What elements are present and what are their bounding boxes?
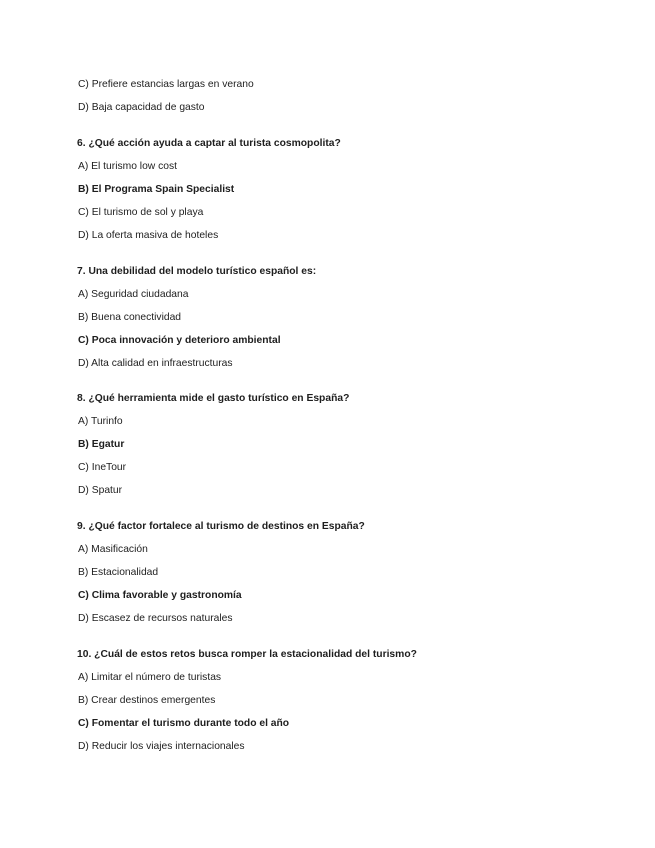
option-text: A) Seguridad ciudadana [78, 289, 189, 300]
correct-answer: B) Egatur [78, 439, 125, 450]
option-text: C) IneTour [78, 462, 127, 473]
question-9-heading: 9. ¿Qué factor fortalece al turismo de destinos en España? [77, 521, 365, 532]
option-text: A) Limitar el número de turistas [78, 672, 222, 683]
option-text: D) Reducir los viajes internacionales [78, 741, 245, 752]
option-text: A) Masificación [78, 544, 148, 555]
option-text: C) El turismo de sol y playa [78, 207, 204, 218]
correct-answer: B) El Programa Spain Specialist [78, 184, 235, 195]
option-text: B) Buena conectividad [78, 312, 182, 323]
correct-answer: C) Fomentar el turismo durante todo el año [78, 718, 290, 729]
option-text: B) Crear destinos emergentes [78, 695, 216, 706]
question-6-heading: 6. ¿Qué acción ayuda a captar al turista cosmopolita? [77, 138, 341, 149]
option-text: D) Spatur [78, 485, 123, 496]
option-text: D) Baja capacidad de gasto [78, 102, 205, 113]
option-text: D) Escasez de recursos naturales [78, 613, 233, 624]
option-text: D) Alta calidad en infraestructuras [78, 358, 233, 369]
option-text: C) Prefiere estancias largas en verano [78, 79, 254, 90]
question-8-heading: 8. ¿Qué herramienta mide el gasto turístico en España? [77, 393, 350, 404]
option-text: A) El turismo low cost [78, 161, 177, 172]
correct-answer: C) Poca innovación y deterioro ambiental [78, 335, 281, 346]
question-7-heading: 7. Una debilidad del modelo turístico español es: [77, 266, 317, 277]
option-text: B) Estacionalidad [78, 567, 159, 578]
correct-answer: C) Clima favorable y gastronomía [78, 590, 242, 601]
option-text: A) Turinfo [78, 416, 123, 427]
question-10-heading: 10. ¿Cuál de estos retos busca romper la estacionalidad del turismo? [77, 649, 417, 660]
option-text: D) La oferta masiva de hoteles [78, 230, 219, 241]
